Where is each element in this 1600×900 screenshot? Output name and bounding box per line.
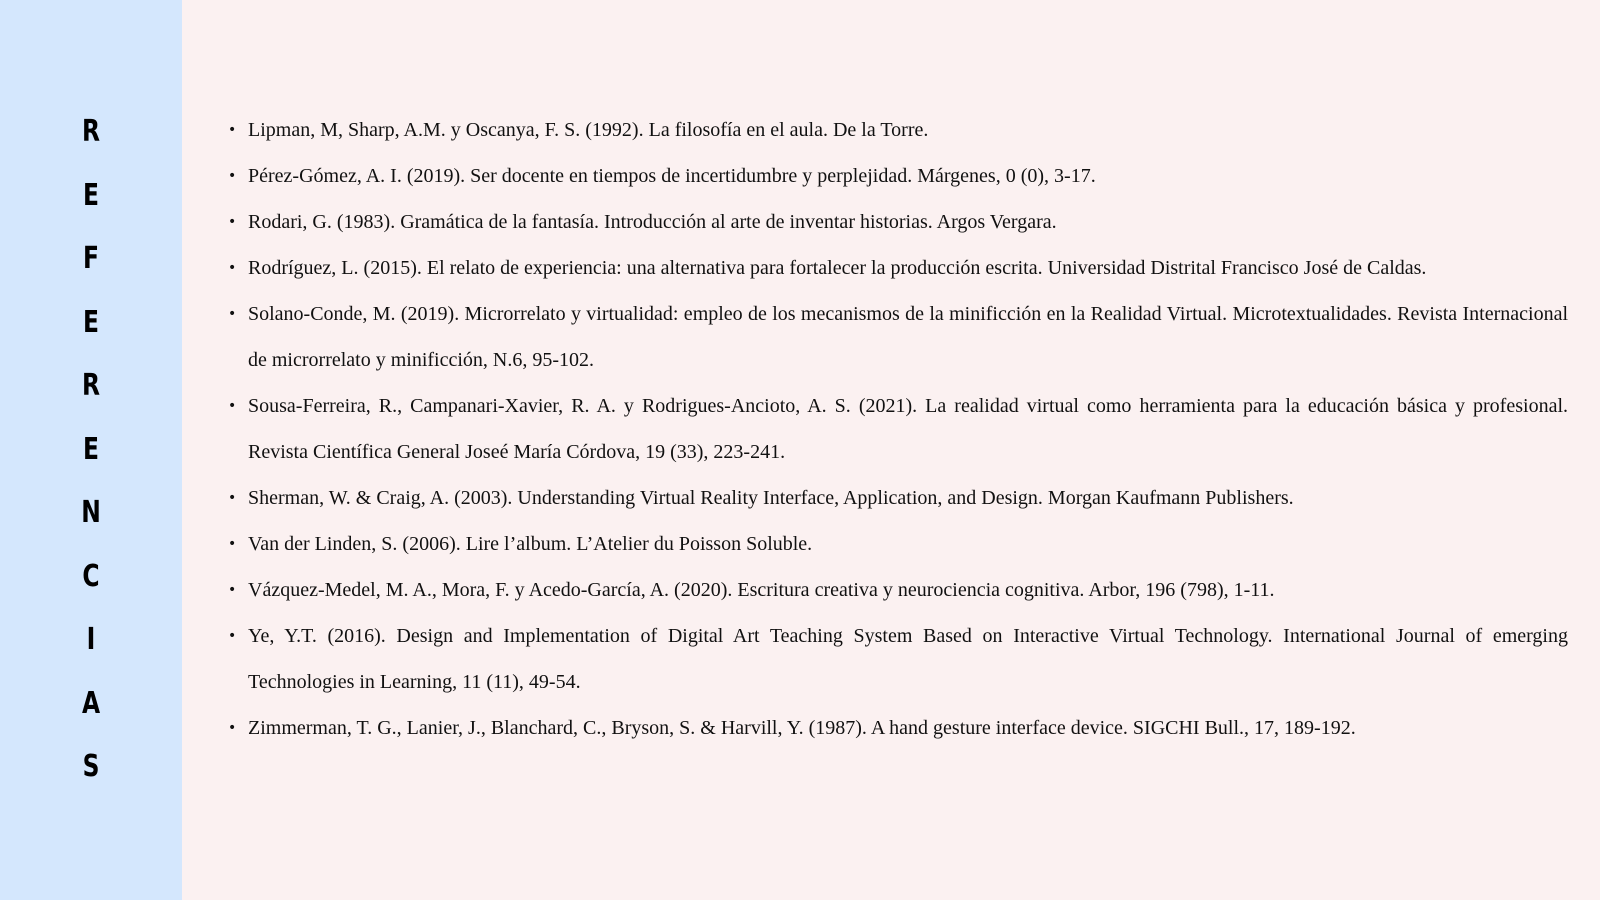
- bullet-icon: •: [228, 306, 237, 322]
- bullet-icon: •: [228, 720, 237, 736]
- sidebar-panel: [0, 0, 182, 900]
- reference-item-solano-conde: [228, 291, 1568, 383]
- reference-text: Zimmerman, T. G., Lanier, J., Blanchard, C., Bryson, S. & Harvill, Y. (1987). A hand gesture interface device. SIGCHI Bull., 17, 189-192.: [248, 717, 1356, 739]
- reference-text: Lipman, M, Sharp, A.M. y Oscanya, F. S. (1992). La filosofía en el aula. De la Torre.: [248, 119, 929, 141]
- reference-text: Solano-Conde, M. (2019). Microrrelato y virtualidad: empleo de los mecanismos de la minificción en la Realidad Virtual. Microtextualidades. Revista Internacional de microrrelato y minificción, N.6, 95-102.: [248, 303, 1568, 371]
- bullet-icon: •: [228, 628, 237, 644]
- bullet-icon: •: [228, 582, 237, 598]
- reference-text: Sousa-Ferreira, R., Campanari-Xavier, R. A. y Rodrigues-Ancioto, A. S. (2021). La realidad virtual como herramienta para la educación básica y profesional. Revista Científica General Joseé María Córdova, 19 (33), 223-241.: [248, 395, 1568, 463]
- bullet-icon: •: [228, 536, 237, 552]
- reference-text: Pérez-Gómez, A. I. (2019). Ser docente en tiempos de incertidumbre y perplejidad. Márgenes, 0 (0), 3-17.: [248, 165, 1096, 187]
- title-letter: C: [82, 558, 100, 594]
- reference-text: Van der Linden, S. (2006). Lire l’album. L’Atelier du Poisson Soluble.: [248, 533, 813, 555]
- reference-text: Ye, Y.T. (2016). Design and Implementation of Digital Art Teaching System Based on Interactive Virtual Technology. International Journal of emerging Technologies in Learning, 11 (11), 49-54.: [248, 625, 1568, 693]
- bullet-icon: •: [228, 168, 237, 184]
- title-letter: R: [81, 114, 101, 149]
- reference-item-vazquez-medel: [228, 567, 1568, 613]
- bullet-icon: •: [228, 398, 237, 414]
- reference-text: Vázquez-Medel, M. A., Mora, F. y Acedo-García, A. (2020). Escritura creativa y neurociencia cognitiva. Arbor, 196 (798), 1-11.: [248, 579, 1275, 601]
- bullet-icon: •: [228, 490, 237, 506]
- title-letter: R: [81, 368, 101, 403]
- reference-text: Rodríguez, L. (2015). El relato de experiencia: una alternativa para fortalecer la producción escrita. Universidad Distrital Francisco José de Caldas.: [248, 257, 1427, 279]
- title-letter: F: [83, 241, 99, 276]
- reference-text: Rodari, G. (1983). Gramática de la fantasía. Introducción al arte de inventar historias. Argos Vergara.: [248, 211, 1057, 233]
- references-content: [182, 0, 1600, 900]
- title-letter: I: [86, 622, 96, 657]
- reference-item-rodari: [228, 199, 1568, 245]
- title-letter: E: [83, 177, 99, 213]
- reference-text: Sherman, W. & Craig, A. (2003). Understanding Virtual Reality Interface, Application, and Design. Morgan Kaufmann Publishers.: [248, 487, 1294, 509]
- reference-list: [228, 107, 1568, 751]
- bullet-icon: •: [228, 122, 237, 138]
- reference-item-van-der-linden: [228, 521, 1568, 567]
- bullet-icon: •: [228, 214, 237, 230]
- title-letter: E: [83, 431, 99, 467]
- vertical-title-referencias: [0, 112, 182, 811]
- title-letter: S: [82, 749, 100, 784]
- reference-item-sherman: [228, 475, 1568, 521]
- reference-item-lipman: [228, 107, 1568, 153]
- reference-item-perez-gomez: [228, 153, 1568, 199]
- reference-item-zimmerman: [228, 705, 1568, 751]
- bullet-icon: •: [228, 260, 237, 276]
- reference-item-sousa-ferreira: [228, 383, 1568, 475]
- title-letter: N: [81, 495, 101, 530]
- reference-item-ye: [228, 613, 1568, 705]
- title-letter: A: [81, 685, 101, 721]
- reference-item-rodriguez: [228, 245, 1568, 291]
- title-letter: E: [83, 304, 99, 340]
